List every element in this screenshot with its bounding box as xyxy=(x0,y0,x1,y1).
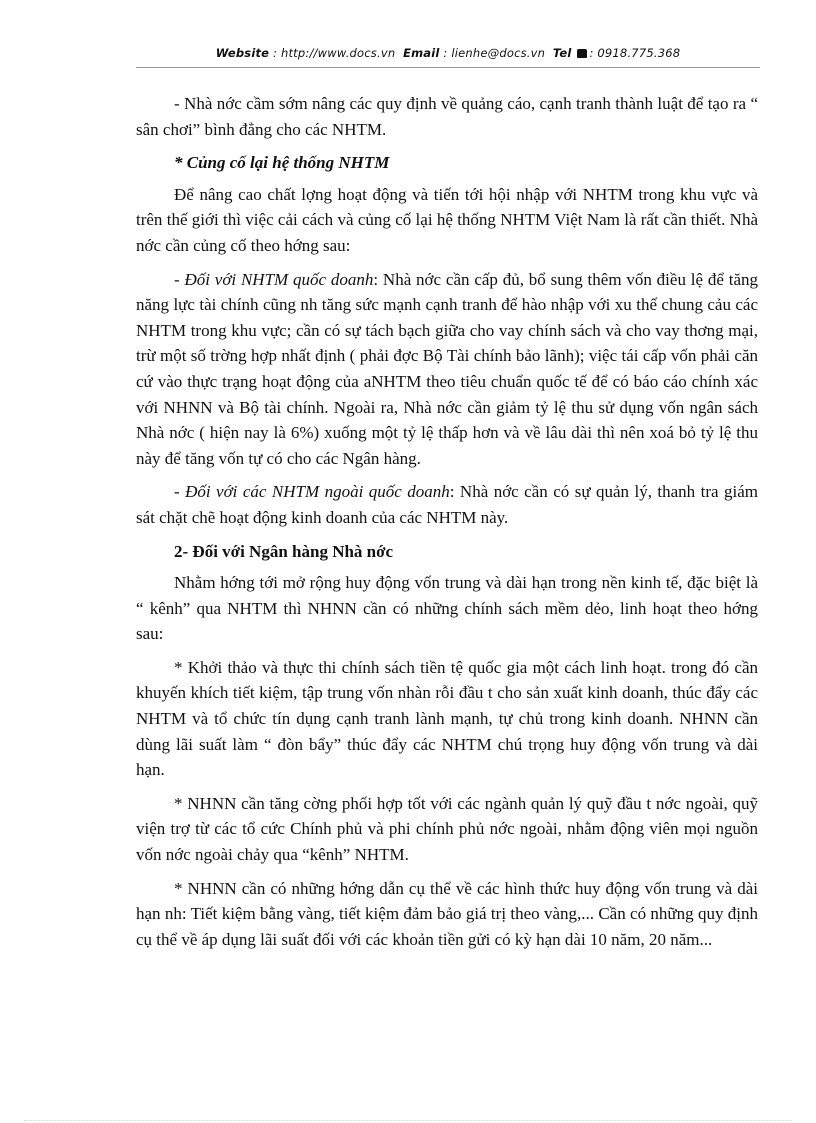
paragraph-6: * Khởi thảo và thực thi chính sách tiền tệ quốc gia một cách linh hoạt. trong đó cần khuyến khích tiết kiệm, tập trung vốn nhàn rỗi đầu t cho sản xuất kinh doanh, thúc đẩy các NHTM và tổ chức tín dụng cạnh tranh lành mạnh, tự chủ trong kinh doanh. NHNN cần dùng lãi suất làm “ đòn bẩy” thúc đẩy các NHTM chú trọng huy động vốn trung và dài hạn. xyxy=(136,657,758,780)
paragraph-5: Nhằm hớng tới mở rộng huy động vốn trung và dài hạn trong nền kinh tế, đặc biệt là “ kênh” qua NHTM thì NHNN cần có những chính sách mềm dẻo, linh hoạt theo hớng sau: xyxy=(136,573,758,644)
header-divider xyxy=(136,67,760,68)
paragraph-7: * NHNN cần tăng cờng phối hợp tốt với các ngành quản lý quỹ đầu t nớc ngoài, quỹ viện trợ từ các tổ cức Chính phủ và phi chính phủ nớc ngoài, nhằm động viên mọi nguồn vốn nớc ngoài chảy qua “kênh” NHTM. xyxy=(136,793,758,865)
page-header xyxy=(136,46,760,68)
paragraph-4-text: : Nhà nớc cần có sự quản lý, thanh tra giám sát chặt chẽ hoạt động kinh doanh của các NHTM này. xyxy=(136,482,758,527)
paragraph-3 xyxy=(136,267,758,472)
website-label: Website xyxy=(215,46,270,60)
paragraph-3-text: : Nhà nớc cần cấp đủ, bổ sung thêm vốn điều lệ để tăng năng lực tài chính cũng nh tăng sức mạnh cạnh tranh để hào nhập với xu thế chung cảu các NHTM trong khu vực; cần có sự tách bạch giữa cho vay chính sách và cho vay thơng mại, trừ một số trờng hợp nhất định ( phải đợc Bộ Tài chính bảo lãnh); việc tái cấp vốn phải căn cứ vào thực trạng hoạt động của aNHTM theo tiêu chuẩn quốc tế để có báo cáo chính xác với NHNN và Bộ tài chính. Ngoài ra, Nhà nớc cần giảm tỷ lệ thu sử dụng vốn ngân sách Nhà nớc ( hiện nay là 6%) xuống một tỷ lệ thấp hơn và về lâu dài thì nên xoá bỏ tỷ lệ thu này để tăng vốn tự có cho các Ngân hàng. xyxy=(136,269,758,468)
paragraph-8: * NHNN cần có những hớng dẫn cụ thể về các hình thức huy động vốn trung và dài hạn nh: Tiết kiệm bằng vàng, tiết kiệm đảm bảo giá trị theo vàng,... Cần có những quy định cụ thể về áp dụng lãi suất đối với các khoản tiền gửi có kỳ hạn dài 10 năm, 20 năm... xyxy=(136,878,758,949)
paragraph-4-lead: - Đối với các NHTM ngoài quốc doanh xyxy=(174,482,450,502)
email-label: Email xyxy=(403,46,440,60)
paragraph-3-lead: - Đối với NHTM quốc doanh xyxy=(174,269,374,289)
phone-icon xyxy=(577,49,587,58)
document-body xyxy=(136,91,758,960)
paragraph-2: Để nâng cao chất lợng hoạt động và tiến tới hội nhập với NHTM trong khu vực và trên thế giới thì việc cải cách và củng cố lại hệ thống NHTM Việt Nam là rất cần thiết. Nhà nớc cần củng cố theo hớng sau: xyxy=(136,184,758,255)
heading-cung-co-nhtm: * Củng cố lại hệ thống NHTM xyxy=(174,153,390,173)
heading-ngan-hang-nha-nuoc: 2- Đối với Ngân hàng Nhà nớc xyxy=(174,541,394,561)
email-value: : lienhe@docs.vn xyxy=(443,46,546,60)
footer-divider xyxy=(24,1120,792,1121)
website-value: : http://www.docs.vn xyxy=(273,46,396,60)
paragraph-4 xyxy=(136,479,758,530)
paragraph-1: - Nhà nớc cầm sớm nâng các quy định về quảng cáo, cạnh tranh thành luật để tạo ra “ sân chơi” bình đẳng cho các NHTM. xyxy=(136,94,758,139)
tel-value: : 0918.775.368 xyxy=(589,46,681,60)
tel-label: Tel xyxy=(552,46,572,60)
